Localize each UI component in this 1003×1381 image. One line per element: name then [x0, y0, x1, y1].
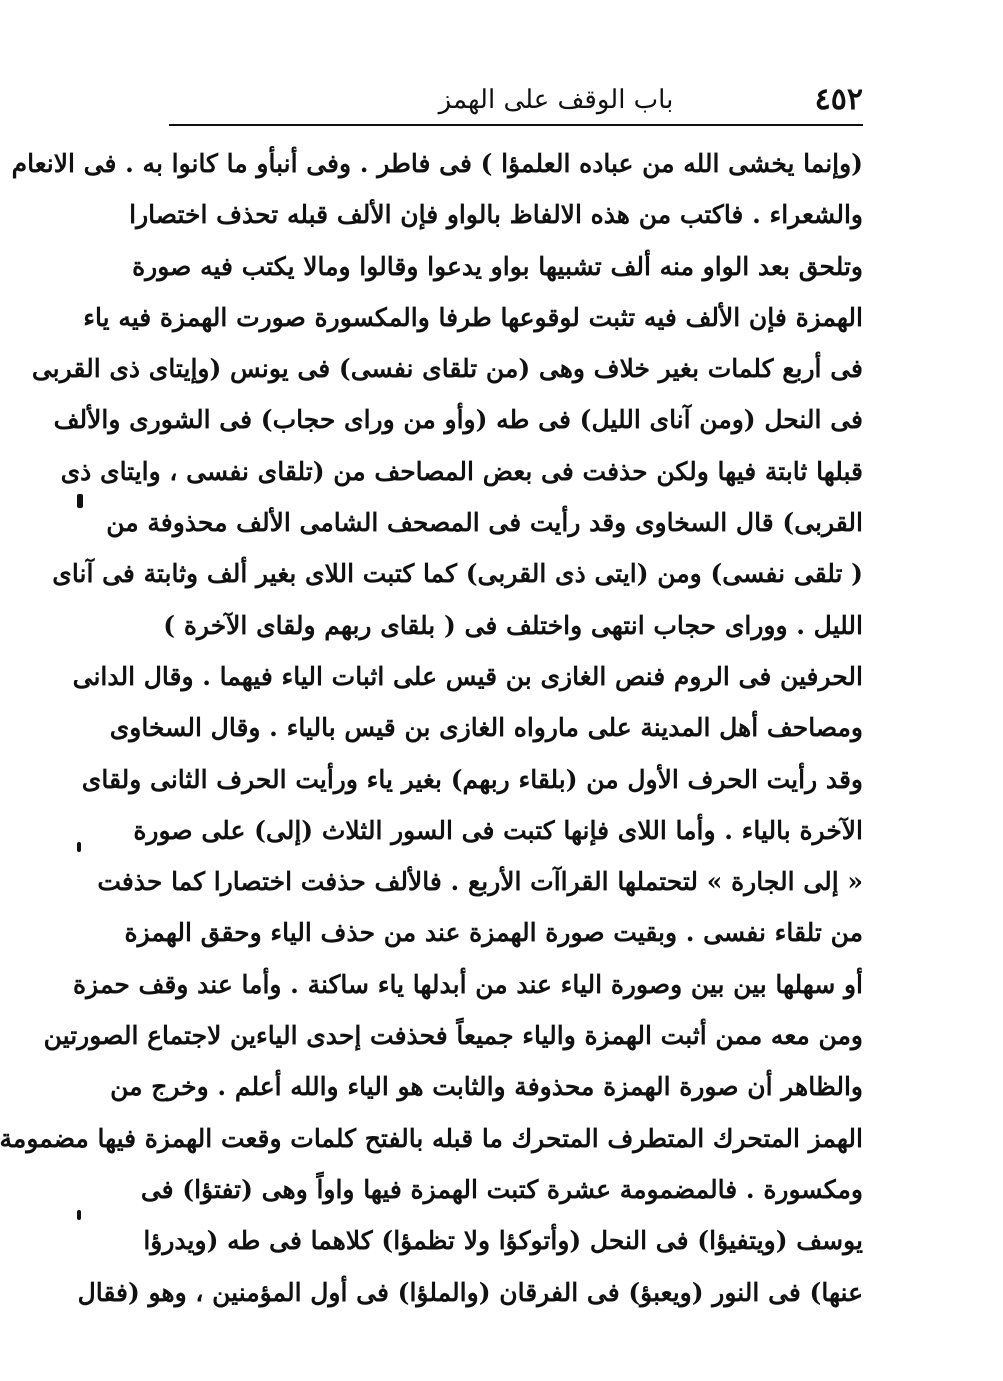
text-line: الليل . ووراى حجاب انتهى واختلف فى ( بلقاى ربهم ولقاى الآخرة ): [163, 610, 863, 640]
margin-mark: [77, 1210, 81, 1220]
text-line: وتلحق بعد الواو منه ألف تشبيها بواو يدعوا وقالوا ومالا يكتب فيه صورة: [132, 251, 863, 281]
text-line: الهمزة فإن الألف فيه تثبت لوقوعها طرفا والمكسورة صورت الهمزة فيه ياء: [83, 302, 863, 332]
text-line: قبلها ثابتة فيها ولكن حذفت فى بعض المصاحف من (تلقاى نفسى ، وايتاى ذى: [60, 456, 863, 486]
text-line: ومكسورة . فالمضمومة عشرة كتبت الهمزة فيها واواً وهى (تفتؤا) فى: [140, 1174, 863, 1204]
text-line: ومصاحف أهل المدينة على مارواه الغازى بن قيس بالياء . وقال السخاوى: [109, 713, 863, 743]
text-line: « إلى الجارة » لتحتملها القراآت الأربع . فالألف حذفت اختصارا كما حذفت: [97, 867, 863, 897]
page-number: ٤٥٢: [814, 82, 863, 117]
text-line: فى النحل (ومن آناى الليل) فى طه (وأو من وراى حجاب) فى الشورى والألف: [53, 405, 863, 435]
text-line: والظاهر أن صورة الهمزة محذوفة والثابت هو الياء والله أعلم . وخرج من: [110, 1072, 863, 1102]
text-line: يوسف (ويتفيؤا) فى النحل (وأتوكؤا ولا تظمؤا) كلاهما فى طه (ويدرؤا: [143, 1226, 863, 1256]
text-line: وقد رأيت الحرف الأول من (بلقاء ربهم) بغير ياء ورأيت الحرف الثانى ولقاى: [81, 764, 863, 794]
text-line: والشعراء . فاكتب من هذه الالفاظ بالواو فإن الألف قبله تحذف اختصارا: [129, 200, 863, 230]
running-title: باب الوقف على الهمز: [438, 85, 674, 115]
text-line: (وإنما يخشى الله من عباده العلمؤا ) فى فاطر . وفى أنبأو ما كانوا به . فى الانعام: [11, 149, 863, 178]
text-line: القربى) قال السخاوى وقد رأيت فى المصحف الشامى الألف محذوفة من: [106, 508, 863, 538]
margin-mark: [77, 842, 81, 852]
text-line: عنها) فى النور (ويعبؤ) فى الفرقان (والملؤا) فى أول المؤمنين ، وهو (فقال: [77, 1277, 863, 1307]
text-line: ( تلقى نفسى) ومن (ايتى ذى القربى) كما كتبت اللاى بغير ألف وثابتة فى آناى: [52, 559, 863, 589]
text-line: أو سهلها بين بين وصورة الياء عند من أبدلها ياء ساكنة . وأما عند وقف حمزة: [73, 969, 863, 999]
text-line: ومن معه ممن أثبت الهمزة والياء جميعاً فحذفت إحدى الياءين لاجتماع الصورتين: [43, 1021, 863, 1051]
page-header: [169, 80, 863, 124]
margin-mark: [77, 494, 83, 508]
text-line: فى أربع كلمات بغير خلاف وهى (من تلقاى نفسى) فى يونس (وإيتاى ذى القربى: [31, 354, 863, 384]
text-line: من تلقاء نفسى . وبقيت صورة الهمزة عند من حذف الياء وحقق الهمزة: [124, 918, 863, 948]
text-line: الحرفين فى الروم فنص الغازى بن قيس على اثبات الياء فيهما . وقال الدانى: [72, 661, 863, 691]
header-rule: [169, 124, 863, 126]
text-line: الهمز المتحرك المتطرف المتحرك ما قبله بالفتح كلمات وقعت الهمزة فيها مضمومة: [0, 1123, 863, 1153]
text-line: الآخرة بالياء . وأما اللاى فإنها كتبت فى السور الثلاث (إلى) على صورة: [133, 815, 863, 845]
body-text: [0, 138, 863, 1318]
